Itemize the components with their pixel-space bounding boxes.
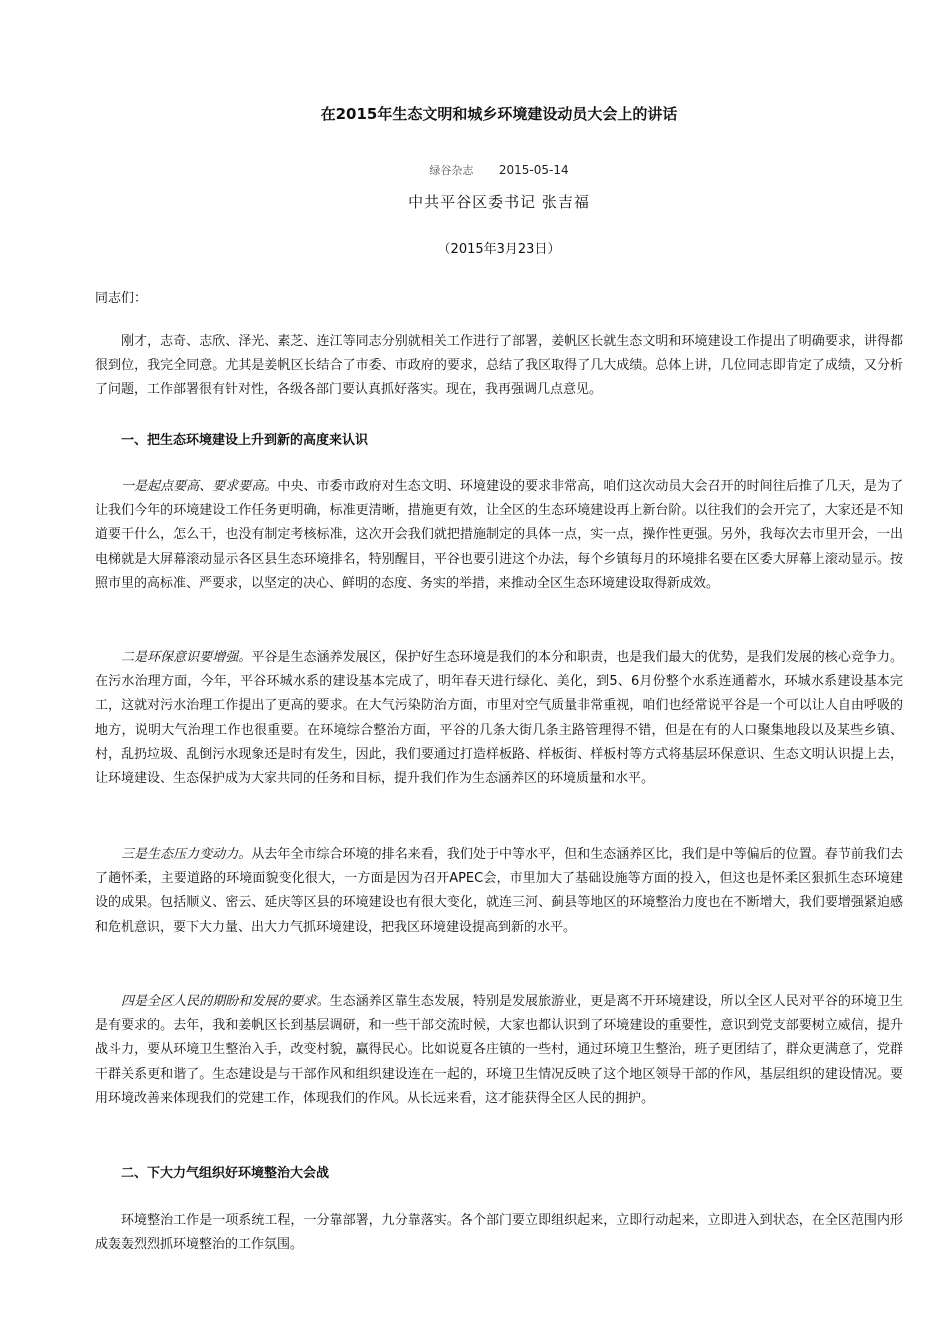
paragraph-lead: 四是全区人民的期盼和发展的要求。 xyxy=(121,994,330,1009)
paragraph-lead: 二是环保意识要增强。 xyxy=(121,650,252,665)
document-meta xyxy=(95,162,903,179)
intro-paragraph: 刚才，志奇、志欣、泽光、素芝、连江等同志分别就相关工作进行了部署，姜帆区长就生态文明和环境建设工作提出了明确要求，讲得都很到位，我完全同意。尤其是姜帆区长结合了市委、市政府的要求，总结了我区取得了几大成绩。总体上讲，几位同志即肯定了成绩，又分析了问题，工作部署很有针对性，各级各部门要认真抓好落实。现在，我再强调几点意见。 xyxy=(95,334,903,398)
paragraph-body: 从去年全市综合环境的排名来看，我们处于中等水平，但和生态涵养区比，我们是中等偏后的位置。春节前我们去了趟怀柔，主要道路的环境面貌变化很大，一方面是因为召开APEC会，市里加大了基础设施等方面的投入，但这也是怀柔区狠抓生态环境建设的成果。包括顺义、密云、延庆等区县的环境建设也有很大变化，就连三河、蓟县等地区的环境整治力度也在不断增大，我们要增强紧迫感和危机意识，要下大力量、出大力气抓环境建设，把我区环境建设提高到新的水平。 xyxy=(95,847,903,935)
greeting: 同志们： xyxy=(95,291,148,306)
paragraph-body: 中央、市委市政府对生态文明、环境建设的要求非常高，咱们这次动员大会召开的时间往后推了几天，是为了让我们今年的环境建设工作任务更明确，标准更清晰，措施更有效，让全区的生态环境建设再上新台阶。以往我们的会开完了，大家还是不知道要干什么，怎么干，也没有制定考核标准，这次开会我们就把措施制定的具体一点，实一点，操作性更强。另外，我每次去市里开会，一出电梯就是大屏幕滚动显示各区县生态环境排名，特别醒目，平谷也要引进这个办法，每个乡镇每月的环境排名要在区委大屏幕上滚动显示。按照市里的高标准、严要求，以坚定的决心、鲜明的态度、务实的举措，来推动全区生态环境建设取得新成效。 xyxy=(95,479,903,591)
section-2-paragraph-1: 环境整治工作是一项系统工程，一分靠部署，九分靠落实。各个部门要立即组织起来，立即行动起来，立即进入到状态，在全区范围内形成轰轰烈烈抓环境整治的工作氛围。 xyxy=(95,1213,903,1253)
section-1-paragraph-4 xyxy=(95,990,903,1111)
section-1-paragraph-2 xyxy=(95,646,903,791)
paragraph-body: 平谷是生态涵养发展区，保护好生态环境是我们的本分和职责，也是我们最大的优势，是我们发展的核心竞争力。在污水治理方面，今年，平谷环城水系的建设基本完成了，明年春天进行绿化、美化，到5、6月份整个水系连通蓄水，环城水系建设基本完工，这就对污水治理工作提出了更高的要求。在大气污染防治方面，市里对空气质量非常重视，咱们也经常说平谷是一个可以让人自由呼吸的地方，说明大气治理工作也很重要。在环境综合整治方面，平谷的几条大街几条主路管理得不错，但是在有的人口聚集地段以及某些乡镇、村，乱扔垃圾、乱倒污水现象还是时有发生，因此，我们要通过打造样板路、样板街、样板村等方式将基层环保意识、生态文明认识提上去，让环境建设、生态保护成为大家共同的任务和目标，提升我们作为生态涵养区的环境质量和水平。 xyxy=(95,650,903,787)
section-1-paragraph-1 xyxy=(95,475,903,596)
speech-date: （2015年3月23日） xyxy=(437,242,561,257)
document-title: 在2015年生态文明和城乡环境建设动员大会上的讲话 xyxy=(320,105,678,123)
paragraph-lead: 三是生态压力变动力。 xyxy=(121,847,252,862)
speaker-line: 中共平谷区委书记 张吉福 xyxy=(408,193,590,211)
paragraph-lead: 一是起点要高、要求要高。 xyxy=(121,479,278,494)
section-1-paragraph-3 xyxy=(95,843,903,940)
section-1-heading: 一、把生态环境建设上升到新的高度来认识 xyxy=(121,433,369,448)
publication-source: 绿谷杂志 xyxy=(429,164,474,177)
section-2-heading: 二、下大力气组织好环境整治大会战 xyxy=(121,1166,330,1181)
publish-date: 2015-05-14 xyxy=(498,163,569,177)
paragraph-body: 生态涵养区靠生态发展，特别是发展旅游业，更是离不开环境建设，所以全区人民对平谷的环境卫生是有要求的。去年，我和姜帆区长到基层调研，和一些干部交流时候，大家也都认识到了环境建设的重要性，意识到党支部要树立威信，提升战斗力，要从环境卫生整治入手，改变村貌，赢得民心。比如说夏各庄镇的一些村，通过环境卫生整治，班子更团结了，群众更满意了，党群干群关系更和谐了。生态建设是与干部作风和组织建设连在一起的，环境卫生情况反映了这个地区领导干部的作风，基层组织的建设情况。要用环境改善来体现我们的党建工作，体现我们的作风。从长远来看，这才能获得全区人民的拥护。 xyxy=(95,994,903,1106)
